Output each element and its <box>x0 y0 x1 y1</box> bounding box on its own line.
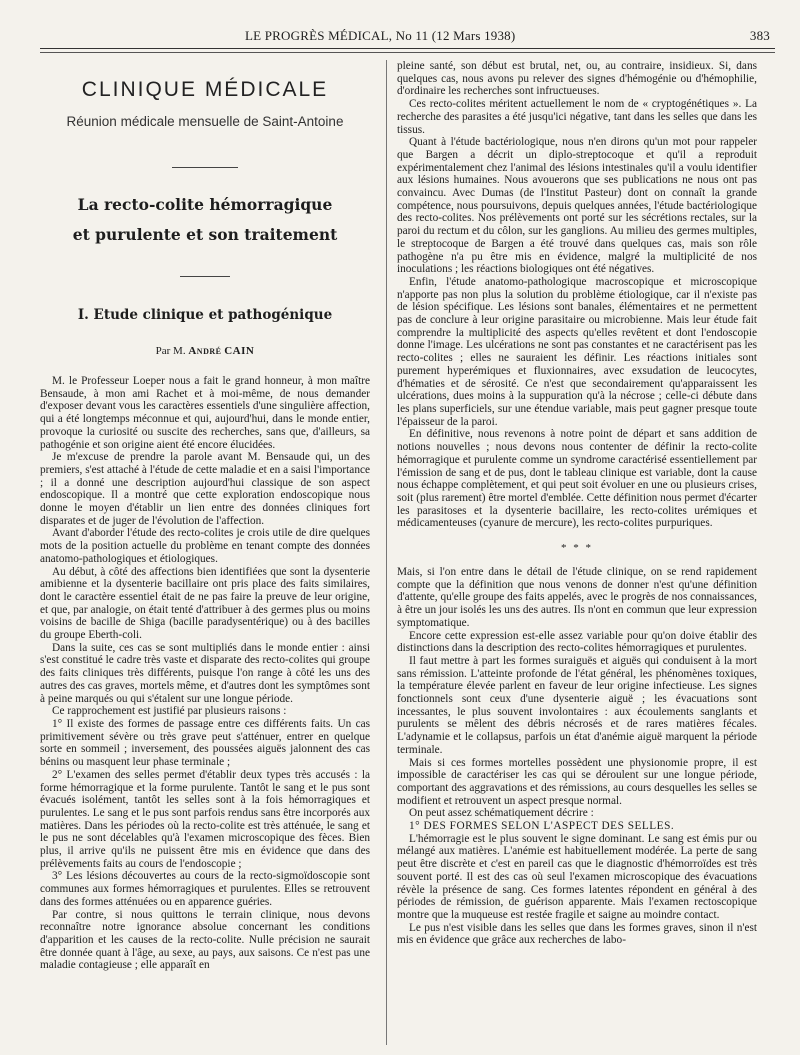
left-body <box>40 375 370 972</box>
separator-rule <box>172 167 238 168</box>
paragraph: M. le Professeur Loeper nous a fait le grand honneur, à mon maître Bensaude, à mon ami Rachet et à moi-même, de nous demander d'exposer devant vous les caractères essentiels d'une singulière affection, qui a été longtemps méconnue et qui, aujourd'hui, dans le monde entier, provoque la curiosité ou suscite des recherches, sans que, d'ailleurs, sa pathogénie et son origine aient été encore élucidées. <box>40 375 370 451</box>
column-divider <box>386 60 387 1045</box>
author-last-name: CAIN <box>224 345 255 357</box>
article-title-line-1: La recto-colite hémorragique <box>77 195 333 214</box>
header-rule <box>40 48 775 49</box>
paragraph: L'hémorragie est le plus souvent le signe dominant. Le sang est émis pur ou mélangé aux matières. L'anémie est habituellement modérée. La perte de sang peut être discrète et c'est en pareil cas que le diagnostic d'hémorroïdes est très souvent porté. Il est des cas où seul l'examen microscopique des évacuations révèle la présence de sang. Ces formes latentes répondent en général à des périodes de rémission, de guérison apparente. Mais l'examen rectoscopique montre que la muqueuse est restée fragile et saigne au moindre contact. <box>397 832 757 921</box>
paragraph: Mais si ces formes mortelles possèdent une physionomie propre, il est impossible de caractériser les cas qui se déroulent sur une longue période, comportant des aggravations et des rémissions, au cours desquelles les selles se modifient et retrouvent un aspect presque normal. <box>397 756 757 807</box>
paragraph: Ce rapprochement est justifié par plusieurs raisons : <box>52 705 287 718</box>
paragraph: Il faut mettre à part les formes suraiguës et aiguës qui conduisent à la mort sans rémission. L'atteinte profonde de l'état général, les phénomènes toxiques, la température élevée parlent en faveur de leur origine infectieuse. Les signes fonctionnels sont ceux d'une dysenterie aiguë ; les évacuations sont incessantes, le plus souvent involontaires : aux écoulements sanglants et purulents se mêlent des débris nécrosés et de rares matières fécales. L'adynamie et le collapsus, parfois un état d'anémie aiguë marquent la période terminale. <box>397 654 757 756</box>
author-first-name: André <box>188 345 222 357</box>
right-body-2 <box>397 566 757 947</box>
paragraph: Quant à l'étude bactériologique, nous n'en dirons qu'un mot pour rappeler que Bargen a décrit un diplo-streptocoque et qu'il a reproduit expérimentalement chez l'animal des lésions intestinales qu'il a voulu identifier aux lésions humaines. Nous avouerons que ses publications ne nous ont pas convaincu. Avec Dumas (de l'Institut Pasteur) dont on connaît la grande compétence, nous poursuivons, depuis quelques années, l'étude bactériologique des recto-colites. Nos prélèvements ont porté sur les sécrétions rectales, sur la paroi du rectum et du côlon, sur les ganglions. Au milieu des germes multiples, le streptocoque de Bargen a été trouvé dans quelques cas, mais son rôle pathogène n'a pu être mis en évidence, malgré la multiplicité de nos inoculations ; les réactions biologiques ont été négatives. <box>397 136 757 276</box>
section-title: I. Etude clinique et pathogénique <box>77 307 333 323</box>
header-rule-thin <box>40 52 775 53</box>
running-head <box>40 28 770 46</box>
rubric-title: CLINIQUE MÉDICALE <box>81 78 329 101</box>
paragraph: On peut assez schématiquement décrire : <box>409 807 594 820</box>
paragraph: Encore cette expression est-elle assez variable pour qu'on doive établir des distinctions dans la description des recto-colites hémorragiques et purulentes. <box>397 629 757 655</box>
paragraph: Dans la suite, ces cas se sont multipliés dans le monde entier : ainsi s'est constitué le cadre très vaste et disparate des recto-colites qui groupe des faits cliniques très différents, puisque l'on range à côté les uns des autres des cas graves, mortels même, et d'autres dont les symptômes sont à peine marqués ou qui s'étalent sur une longue période. <box>40 641 370 705</box>
paragraph: Mais, si l'on entre dans le détail de l'étude clinique, on se rend rapidement compte que la définition que nous venons de donner n'est qu'une définition d'attente, qu'elle groupe des faits appelés, avec le progrès de nos connaissances, à être un jour isolés les uns des autres. Ils n'ont en commun que leur expression symptomatique. <box>397 566 757 629</box>
author-line <box>40 345 370 357</box>
paragraph: Enfin, l'étude anatomo-pathologique macroscopique et microscopique n'apporte pas non plus la solution du problème étiologique, car il n'existe pas de lésion spécifique. Les lésions sont banales, élémentaires et ne permettent pas de conclure à leur origine parasitaire ou microbienne. Mais leur étude fait comprendre la multiplicité des aspects qu'elles revêtent et dont l'endoscopie donne l'image. Les ulcérations ne sont pas constantes et ne caractérisent pas les recto-colites ; elles ne sauraient les définir. Les réactions initiales sont purement hyperémiques et fluxionnaires, avec exsudation de leucocytes, d'hématies et de sérosité. Ce n'est que secondairement qu'apparaissent les ulcérations, dues moins à la suppuration qu'à la nécrose ; celle-ci débute dans les plans superficiels, sur une étendue variable, mais peut gagner presque toute l'épaisseur de la paroi. <box>397 275 757 428</box>
separator-rule-2 <box>180 276 230 277</box>
paragraph: 1° Il existe des formes de passage entre ces différents faits. Un cas primitivement sévère ou très grave peut s'atténuer, entrer en quelque sorte en sommeil ; inversement, des poussées aiguës jalonnent des cas bénins ou masquent leur phase terminale ; <box>40 717 370 769</box>
right-body <box>397 60 757 530</box>
left-column <box>40 60 370 1045</box>
paragraph: Ces recto-colites méritent actuellement le nom de « cryptogénétiques ». La recherche des parasites a été jusqu'ici négative, tant dans les selles que dans les tissus. <box>397 98 757 136</box>
paragraph: 3° Les lésions découvertes au cours de la recto-sigmoïdoscopie sont communes aux formes hémorragiques et purulentes. Elles se retrouvent dans des formes atténuées ou en apparence guéries. <box>40 870 370 908</box>
paragraph: Par contre, si nous quittons le terrain clinique, nous devons reconnaître notre ignorance absolue concernant les conditions d'apparition et les causes de la recto-colite. Nulle précision ne saurait être donnée quant à l'âge, au sexe, au pays, aux saisons. Ce n'est pas une maladie contagieuse ; elle apparaît en <box>40 908 370 972</box>
article-title <box>40 190 370 250</box>
paragraph: Le pus n'est visible dans les selles que dans les formes graves, sinon il n'est mis en évidence que grâce aux recherches de labo- <box>397 921 757 947</box>
subheading: 1° DES FORMES SELON L'ASPECT DES SELLES. <box>409 820 675 833</box>
rubric-subtitle: Réunion médicale mensuelle de Saint-Antoine <box>66 114 344 129</box>
paragraph: Je m'excuse de prendre la parole avant M. Bensaude qui, un des premiers, s'est attaché à l'étude de cette maladie et en a saisi l'importance ; il a donné une description aujourd'hui classique de son aspect endoscopique. Il a montré que cette exploration endoscopique nous donne le moyen d'établir un lien entre des données cliniques fort disparates et de juger de l'évolution de l'affection. <box>40 451 370 527</box>
section-break-stars: * * * <box>561 542 593 555</box>
page-number: 383 <box>749 28 770 43</box>
right-column <box>397 60 757 1045</box>
paragraph: 2° L'examen des selles permet d'établir deux types très accusés : la forme hémorragique et la forme purulente. Tantôt le sang et le pus sont évacués isolément, tantôt les selles sont à la fois hémorragiques et purulentes. Le sang et le pus sont parfois rendus sans être incorporés aux matières. Dans les périodes où la recto-colite est très atténuée, le sang et le pus ne sont décelables qu'à l'examen microscopique des fèces. Bien plus, il arrive qu'ils ne puissent être mis en évidence que dans des prélèvements faits au cours de l'endoscopie ; <box>40 768 370 870</box>
article-title-line-2: et purulente et son traitement <box>72 225 338 244</box>
journal-title: LE PROGRÈS MÉDICAL, No 11 (12 Mars 1938) <box>245 28 516 43</box>
paragraph: En définitive, nous revenons à notre point de départ et sans addition de notions nouvelles ; nous devons nous contenter de définir la recto-colite hémorragique et purulente comme un syndrome caractérisé essentiellement par l'émission de sang et de pus, dont le tableau clinique est variable, dont la cause nous échappe complètement, et qui peut soit évoluer en une ou plusieurs crises, soit (plus rarement) être mortel d'emblée. Cette définition nous permet d'écarter les parasitoses et la dysenterie bacillaire, les recto-colites urémiques et médicamenteuses (cyanure de mercure), les recto-colites purpuriques. <box>397 428 757 530</box>
author-prefix: Par M. <box>155 345 186 357</box>
paragraph: pleine santé, son début est brutal, net, ou, au contraire, insidieux. Si, dans quelques cas, nous avons pu relever des signes d'hémogénie ou d'hémophilie, d'ordinaire les recherches sont infructueuses. <box>397 60 757 98</box>
paragraph: Avant d'aborder l'étude des recto-colites je crois utile de dire quelques mots de la position actuelle du problème en tenant compte des données anatomo-pathologiques et étiologiques. <box>40 527 370 565</box>
paragraph: Au début, à côté des affections bien identifiées que sont la dysenterie amibienne et la dysenterie bacillaire ont pris place des faits similaires, dont le caractère essentiel était de ne pas faire la preuve de leur origine, et que, par analogie, on était tenté d'attribuer à des germes plus ou moins voisins de bacille de Shiga (bacille paradysentérique) ou à des bacilles du groupe Eberth-coli. <box>40 565 370 642</box>
